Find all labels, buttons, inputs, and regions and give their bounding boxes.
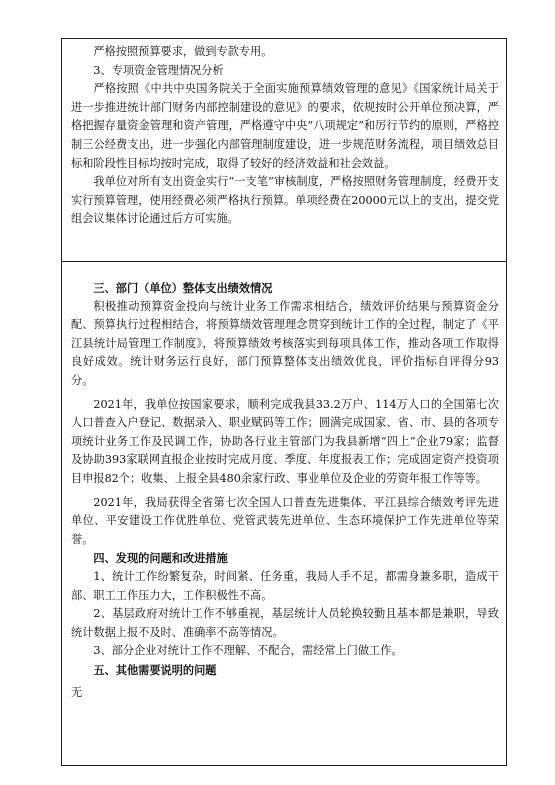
- continued-line: 严格按照预算要求，做到专款专用。: [93, 45, 273, 58]
- other-issues-answer: 无: [71, 686, 83, 700]
- paragraph-budget-performance: 积极推动预算资金投向与统计业务工作需求相结合，绩效评价结果与预算资金分配、预算执行过程相结合，将预算绩效管理理念贯穿到统计工作的全过程，制定了《平江县统计局管理工作制度》，将预算绩效考核落实到每项具体工作，推动各项工作取得良好成效。统计财务运行良好，部门预算整体支出绩效优良，评价指标自评得分93分。: [71, 299, 499, 387]
- report-table: [61, 38, 507, 766]
- section-one-content: [71, 43, 499, 229]
- section-two-content: [71, 279, 499, 703]
- problem-item-2: 2、基层政府对统计工作不够重视，基层统计人员轮换较勤且基本都是兼职，导致统计数据上报不及时、准确率不高等情况。: [71, 607, 499, 639]
- paragraph-approval: 我单位对所有支出资金实行“一支笔”审核制度，严格按照财务管理制度，经费开支实行预算管理，使用经费必须严格执行预算。单项经费在20000元以上的支出，提交党组会议集体讨论通过后方可实施。: [71, 175, 499, 226]
- table-row-divider: [62, 261, 506, 262]
- problem-item-3: 3、部分企业对统计工作不理解、不配合，需经常上门做工作。: [93, 644, 403, 658]
- paragraph-management: 严格按照《中共中央国务院关于全面实施预算绩效管理的意见》《国家统计局关于进一步推进统计部门财务内部控制建设的意见》的要求，依规按时公开单位预决算，严格把握存量资金管理和资产管理，严格遵守中央“八项规定”和厉行节约的原则，严格控制三公经费支出，进一步强化内部管理制度建设，进一步规范财务流程，项目绩效总目标和阶段性目标均按时完成，取得了较好的经济效益和社会效益。: [71, 82, 499, 170]
- heading-other-issues: 五、其他需要说明的问题: [93, 662, 217, 677]
- heading-problems: 四、发现的问题和改进措施: [93, 551, 228, 566]
- subheading-special-funds: 3、专项资金管理情况分析: [93, 63, 224, 77]
- problem-item-1: 1、统计工作纷繁复杂，时间紧、任务重，我局人手不足，都需身兼多职，造成干部、职工工作压力大，工作积极性不高。: [71, 569, 499, 602]
- paragraph-2021-work: 2021年，我单位按国家要求，顺利完成我县33.2万户、114万人口的全国第七次人口普查入户登记、数据录入、职业赋码等工作；圆满完成国家、省、市、县的各项专项统计业务工作及民调工作，协助各行业主管部门为我县新增“四上”企业79家；监督及协助393家联网直报企业按时完成月度、季度、年度报表工作；完成固定资产投资项目申报82个；收集、上报全县480余家行政、事业单位及企业的劳资年报工作等等。: [71, 397, 499, 485]
- paragraph-honors: 2021年，我局获得全省第七次全国人口普查先进集体、平江县综合绩效考评先进单位、平安建设工作优胜单位、党管武装先进单位、生态环境保护工作先进单位等荣誉。: [71, 495, 499, 546]
- heading-overall-performance: 三、部门（单位）整体支出绩效情况: [93, 281, 273, 295]
